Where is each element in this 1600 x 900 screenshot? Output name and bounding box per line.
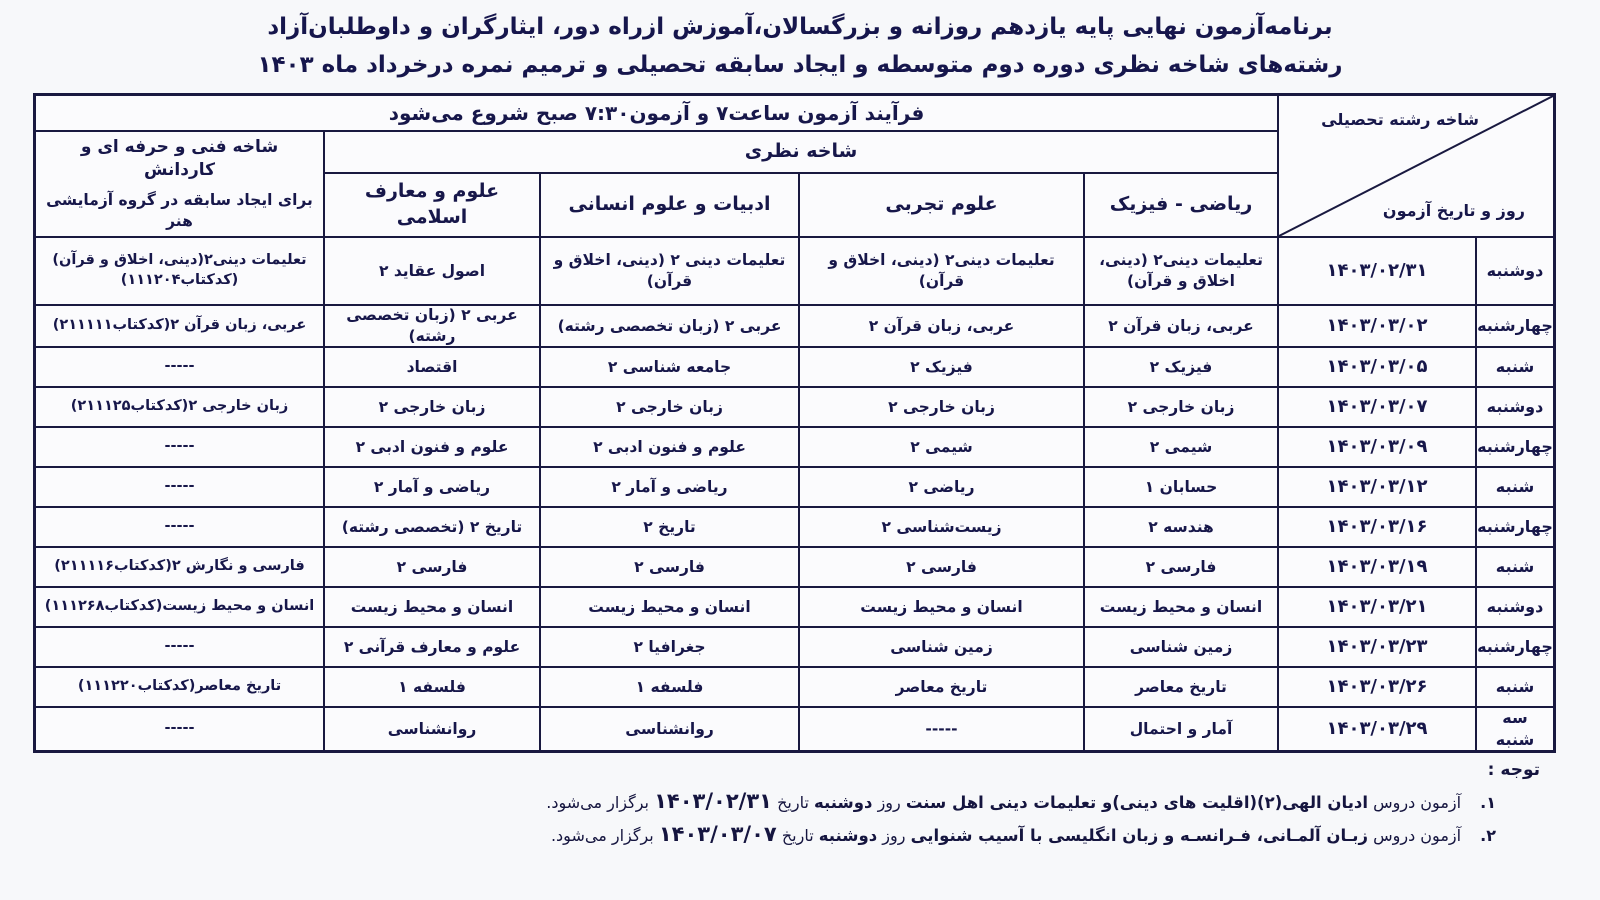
row10-subject-islamic-studies: علوم و معارف قرآنی ۲ — [325, 628, 539, 666]
vocational-branch-header-line1: شاخه فنی و حرفه ای و کاردانش — [80, 137, 279, 181]
row8-exam-date: ۱۴۰۳/۰۳/۱۹ — [1279, 548, 1475, 586]
note-2-date: ۱۴۰۳/۰۳/۰۷ — [658, 822, 777, 846]
row5-subject-vocational: ----- — [36, 428, 323, 466]
row10-exam-date: ۱۴۰۳/۰۳/۲۳ — [1279, 628, 1475, 666]
row1-subject-math-physics: تعلیمات دینی۲ (دینی، اخلاق و قرآن) — [1085, 238, 1277, 304]
row12-subject-islamic-studies: روانشناسی — [325, 708, 539, 750]
row7-subject-experimental-sciences: زیست‌شناسی ۲ — [800, 508, 1083, 546]
row7-exam-date: ۱۴۰۳/۰۳/۱۶ — [1279, 508, 1475, 546]
note-1-day-word: روز — [877, 793, 901, 812]
row3-exam-date: ۱۴۰۳/۰۳/۰۵ — [1279, 348, 1475, 386]
document-title-line2: رشته‌های شاخه نظری دوره دوم متوسطه و ایجاد سابقه تحصیلی و ترمیم نمره درخرداد ماه ۱۴۰۳ — [257, 52, 1343, 78]
row6-subject-islamic-studies: ریاضی و آمار ۲ — [325, 468, 539, 506]
row10-subject-experimental-sciences: زمین شناسی — [800, 628, 1083, 666]
row11-exam-date: ۱۴۰۳/۰۳/۲۶ — [1279, 668, 1475, 706]
theory-branch-header: شاخه نظری — [325, 132, 1277, 172]
note-2-number: ۲. — [1480, 826, 1496, 845]
note-line-2 — [40, 822, 1496, 846]
document-title-line1: برنامه‌آزمون نهایی پایه یازدهم روزانه و بزرگسالان،آموزش ازراه دور، ایثارگران و داوطلبان‌آزاد — [267, 14, 1333, 40]
row2-subject-math-physics: عربی، زبان قرآن ۲ — [1085, 306, 1277, 346]
row3-exam-day: شنبه — [1477, 348, 1553, 386]
row4-subject-experimental-sciences: زبان خارجی ۲ — [800, 388, 1083, 426]
note-2-date-word: تاریخ — [781, 826, 814, 845]
row8-subject-islamic-studies: فارسی ۲ — [325, 548, 539, 586]
row12-subject-math-physics: آمار و احتمال — [1085, 708, 1277, 750]
exam-start-time-header: فرآیند آزمون ساعت۷ و آزمون۷:۳۰ صبح شروع می‌شود — [36, 96, 1277, 130]
row6-exam-date: ۱۴۰۳/۰۳/۱۲ — [1279, 468, 1475, 506]
column-header-math-physics: ریاضی - فیزیک — [1085, 174, 1277, 236]
row1-exam-date: ۱۴۰۳/۰۲/۳۱ — [1279, 238, 1475, 304]
row12-exam-date: ۱۴۰۳/۰۳/۲۹ — [1279, 708, 1475, 750]
document-title — [0, 8, 1600, 84]
row12-exam-day: سه شنبه — [1477, 708, 1553, 750]
row1-exam-day: دوشنبه — [1477, 238, 1553, 304]
note-line-1 — [40, 789, 1496, 813]
note-2-day: دوشنبه — [818, 826, 878, 845]
row6-subject-math-physics: حسابان ۱ — [1085, 468, 1277, 506]
row10-subject-literature-humanities: جغرافیا ۲ — [541, 628, 798, 666]
row9-subject-islamic-studies: انسان و محیط زیست — [325, 588, 539, 626]
row12-subject-experimental-sciences: ----- — [800, 708, 1083, 750]
row2-subject-literature-humanities: عربی ۲ (زبان تخصصی رشته) — [541, 306, 798, 346]
row4-subject-vocational: زبان خارجی ۲(کدکتاب۲۱۱۱۲۵) — [36, 388, 323, 426]
row10-exam-day: چهارشنبه — [1477, 628, 1553, 666]
row5-subject-literature-humanities: علوم و فنون ادبی ۲ — [541, 428, 798, 466]
row9-subject-literature-humanities: انسان و محیط زیست — [541, 588, 798, 626]
row3-subject-math-physics: فیزیک ۲ — [1085, 348, 1277, 386]
row7-exam-day: چهارشنبه — [1477, 508, 1553, 546]
row9-subject-experimental-sciences: انسان و محیط زیست — [800, 588, 1083, 626]
note-1-number: ۱. — [1480, 793, 1496, 812]
note-1-day: دوشنبه — [814, 793, 873, 812]
row8-subject-math-physics: فارسی ۲ — [1085, 548, 1277, 586]
notes-section — [40, 760, 1540, 846]
column-header-literature-humanities: ادبیات و علوم انسانی — [541, 174, 798, 236]
row3-subject-literature-humanities: جامعه شناسی ۲ — [541, 348, 798, 386]
table-corner-cell — [1279, 96, 1553, 236]
note-2-prefix: آزمون دروس — [1373, 826, 1462, 845]
row8-subject-vocational: فارسی و نگارش ۲(کدکتاب۲۱۱۱۱۶) — [36, 548, 323, 586]
row1-subject-vocational: تعلیمات دینی۲(دینی، اخلاق و قرآن)(کدکتاب۱۱۱۲۰۴) — [36, 238, 323, 304]
row8-subject-experimental-sciences: فارسی ۲ — [800, 548, 1083, 586]
note-2-day-word: روز — [882, 826, 906, 845]
column-header-islamic-studies: علوم و معارف اسلامی — [325, 174, 539, 236]
row12-subject-vocational: ----- — [36, 708, 323, 750]
note-1-suffix: برگزار می‌شود. — [546, 793, 650, 812]
row4-subject-math-physics: زبان خارجی ۲ — [1085, 388, 1277, 426]
row4-exam-day: دوشنبه — [1477, 388, 1553, 426]
row6-subject-vocational: ----- — [36, 468, 323, 506]
row12-subject-literature-humanities: روانشناسی — [541, 708, 798, 750]
row2-subject-vocational: عربی، زبان قرآن ۲(کدکتاب۲۱۱۱۱۱) — [36, 306, 323, 346]
row10-subject-math-physics: زمین شناسی — [1085, 628, 1277, 666]
note-1-prefix: آزمون دروس — [1373, 793, 1462, 812]
row10-subject-vocational: ----- — [36, 628, 323, 666]
row5-subject-islamic-studies: علوم و فنون ادبی ۲ — [325, 428, 539, 466]
note-2-suffix: برگزار می‌شود. — [550, 826, 654, 845]
row4-exam-date: ۱۴۰۳/۰۳/۰۷ — [1279, 388, 1475, 426]
note-1-date-word: تاریخ — [777, 793, 809, 812]
row8-subject-literature-humanities: فارسی ۲ — [541, 548, 798, 586]
row1-subject-literature-humanities: تعلیمات دینی ۲ (دینی، اخلاق و قرآن) — [541, 238, 798, 304]
row2-exam-date: ۱۴۰۳/۰۳/۰۲ — [1279, 306, 1475, 346]
row3-subject-islamic-studies: اقتصاد — [325, 348, 539, 386]
vocational-branch-header-line2: برای ایجاد سابقه در گروه آزمایشی هنر — [46, 191, 313, 230]
note-2-subjects: زبـان آلمـانی، فـرانسـه و زبان انگلیسی با آسیب شنوایی — [910, 826, 1369, 845]
row5-subject-math-physics: شیمی ۲ — [1085, 428, 1277, 466]
exam-schedule-table — [33, 93, 1556, 753]
row11-subject-experimental-sciences: تاریخ معاصر — [800, 668, 1083, 706]
row7-subject-vocational: ----- — [36, 508, 323, 546]
note-1-date: ۱۴۰۳/۰۲/۳۱ — [654, 789, 772, 813]
row11-subject-literature-humanities: فلسفه ۱ — [541, 668, 798, 706]
row7-subject-literature-humanities: تاریخ ۲ — [541, 508, 798, 546]
row6-exam-day: شنبه — [1477, 468, 1553, 506]
corner-label-day-date: روز و تاریخ آزمون — [1382, 201, 1525, 221]
vocational-branch-header — [36, 132, 323, 236]
row1-subject-experimental-sciences: تعلیمات دینی۲ (دینی، اخلاق و قرآن) — [800, 238, 1083, 304]
row2-subject-experimental-sciences: عربی، زبان قرآن ۲ — [800, 306, 1083, 346]
column-header-experimental-sciences: علوم تجربی — [800, 174, 1083, 236]
row1-subject-islamic-studies: اصول عقاید ۲ — [325, 238, 539, 304]
row4-subject-islamic-studies: زبان خارجی ۲ — [325, 388, 539, 426]
row9-subject-vocational: انسان و محیط زیست(کدکتاب۱۱۱۲۶۸) — [36, 588, 323, 626]
row11-exam-day: شنبه — [1477, 668, 1553, 706]
row2-subject-islamic-studies: عربی ۲ (زبان تخصصی رشته) — [325, 306, 539, 346]
row5-exam-date: ۱۴۰۳/۰۳/۰۹ — [1279, 428, 1475, 466]
row9-exam-day: دوشنبه — [1477, 588, 1553, 626]
row11-subject-math-physics: تاریخ معاصر — [1085, 668, 1277, 706]
row7-subject-math-physics: هندسه ۲ — [1085, 508, 1277, 546]
notes-label: توجه : — [1487, 760, 1540, 780]
row5-exam-day: چهارشنبه — [1477, 428, 1553, 466]
row7-subject-islamic-studies: تاریخ ۲ (تخصصی رشته) — [325, 508, 539, 546]
row4-subject-literature-humanities: زبان خارجی ۲ — [541, 388, 798, 426]
row11-subject-vocational: تاریخ معاصر(کدکتاب۱۱۱۲۲۰) — [36, 668, 323, 706]
row9-exam-date: ۱۴۰۳/۰۳/۲۱ — [1279, 588, 1475, 626]
row3-subject-vocational: ----- — [36, 348, 323, 386]
row6-subject-literature-humanities: ریاضی و آمار ۲ — [541, 468, 798, 506]
row9-subject-math-physics: انسان و محیط زیست — [1085, 588, 1277, 626]
row5-subject-experimental-sciences: شیمی ۲ — [800, 428, 1083, 466]
row8-exam-day: شنبه — [1477, 548, 1553, 586]
note-1-subjects: ادیان الهی(۲)(اقلیت های دینی)و تعلیمات دینی اهل سنت — [905, 793, 1369, 812]
row11-subject-islamic-studies: فلسفه ۱ — [325, 668, 539, 706]
row2-exam-day: چهارشنبه — [1477, 306, 1553, 346]
row3-subject-experimental-sciences: فیزیک ۲ — [800, 348, 1083, 386]
row6-subject-experimental-sciences: ریاضی ۲ — [800, 468, 1083, 506]
corner-label-branch: شاخه رشته تحصیلی — [1321, 110, 1479, 129]
